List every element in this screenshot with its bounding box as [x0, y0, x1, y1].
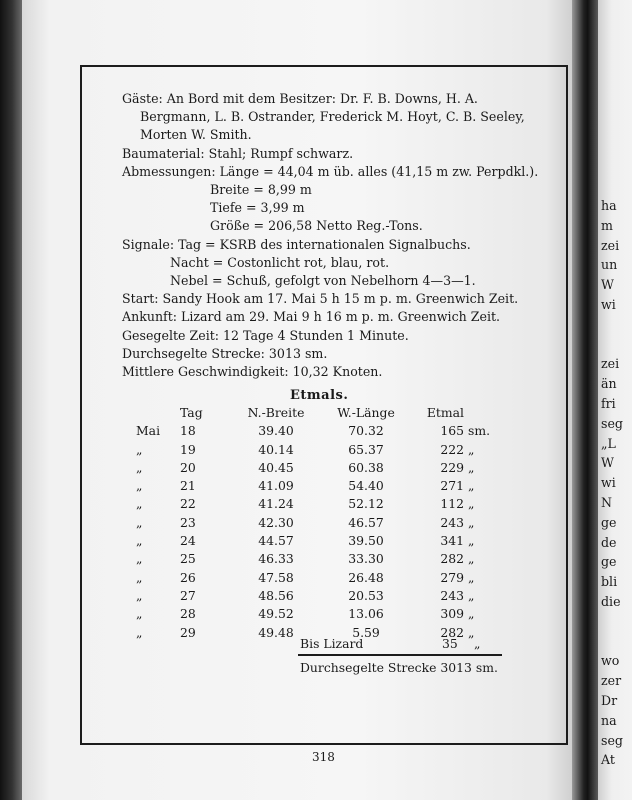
etmals-header-row	[136, 404, 498, 422]
row-day: 28	[180, 606, 196, 622]
row-etmal: 165	[440, 423, 464, 439]
row-latitude: 49.48	[258, 624, 294, 640]
sailing-time-line: Gesegelte Zeit: 12 Tage 4 Stunden 1 Minute.	[122, 327, 409, 343]
header-month	[136, 404, 174, 422]
right-page-fragment	[600, 335, 623, 355]
right-page-fragment: N	[601, 494, 613, 510]
row-longitude: 70.32	[348, 423, 384, 439]
right-page-fragment: zei	[601, 237, 620, 253]
table-row	[136, 569, 498, 587]
right-page-fragment	[600, 632, 623, 652]
header-day: Tag	[180, 405, 203, 420]
row-etmal: 309	[440, 606, 464, 622]
row-unit: „	[468, 569, 475, 585]
row-unit: „	[468, 624, 475, 640]
record-details	[122, 90, 542, 381]
right-page-fragment: wi	[601, 296, 616, 312]
right-page-fragment: un	[601, 257, 618, 273]
arrival-line: Ankunft: Lizard am 29. Mai 9 h 16 m p. m. Greenwich Zeit.	[122, 309, 501, 325]
dimensions-depth: Tiefe = 3,99 m	[210, 200, 305, 216]
page-number: 318	[312, 750, 335, 764]
right-page-fragment	[600, 612, 623, 632]
row-day: 24	[180, 533, 196, 549]
row-day: 29	[180, 624, 196, 640]
row-unit: „	[468, 478, 475, 494]
dimensions-size: Größe = 206,58 Netto Reg.-Tons.	[210, 218, 423, 234]
table-row	[136, 477, 498, 495]
right-page-fragment: ha	[601, 198, 617, 213]
right-page-fragment: wo	[601, 653, 620, 669]
right-page-fragment: m	[601, 217, 613, 233]
book-spine-left	[0, 0, 22, 800]
row-day: 26	[180, 569, 196, 585]
row-longitude: 5.59	[352, 624, 380, 640]
bis-lizard-label: Bis Lizard	[300, 636, 364, 651]
row-longitude: 65.37	[348, 441, 384, 457]
row-unit: „	[468, 441, 475, 457]
row-unit: „	[468, 587, 475, 603]
row-latitude: 44.57	[258, 533, 294, 549]
row-month: „	[136, 551, 143, 567]
etmals-table-body	[136, 422, 498, 642]
signals-night: Nacht = Costonlicht rot, blau, rot.	[170, 254, 390, 270]
row-month: Mai	[136, 423, 161, 439]
row-day: 20	[180, 459, 196, 475]
row-unit: „	[468, 514, 475, 530]
row-longitude: 33.30	[348, 551, 384, 567]
header-longitude: W.-Länge	[337, 405, 395, 420]
row-unit: sm.	[468, 423, 491, 439]
row-day: 18	[180, 423, 196, 439]
row-etmal: 271	[440, 478, 464, 494]
row-unit: „	[468, 533, 475, 549]
row-longitude: 46.57	[348, 514, 384, 530]
right-page-fragment: na	[601, 712, 617, 728]
row-month: „	[136, 459, 143, 475]
row-etmal: 282	[440, 551, 464, 567]
row-month: „	[136, 587, 143, 603]
right-page-fragment: zei	[601, 356, 620, 372]
right-page-fragment: W	[601, 277, 614, 293]
row-unit: „	[468, 606, 475, 622]
row-longitude: 26.48	[348, 569, 384, 585]
right-page-fragment: At	[601, 752, 615, 768]
total-distance: Durchsegelte Strecke 3013 sm.	[300, 660, 498, 675]
row-latitude: 48.56	[258, 587, 294, 603]
row-day: 25	[180, 551, 196, 567]
guests-line-2: Bergmann, L. B. Ostrander, Frederick M. Hoyt, C. B. Seeley,	[140, 109, 525, 125]
row-unit: „	[468, 459, 475, 475]
row-month: „	[136, 533, 143, 549]
guests-line-1: Gäste: An Bord mit dem Besitzer: Dr. F. B. Downs, H. A.	[122, 91, 478, 106]
row-latitude: 41.09	[258, 478, 294, 494]
right-page-fragment: „L	[601, 435, 616, 451]
row-latitude: 46.33	[258, 551, 294, 567]
row-latitude: 40.45	[258, 459, 294, 475]
right-page-fragment: än	[601, 376, 617, 392]
row-etmal: 243	[440, 587, 464, 603]
row-etmal: 341	[440, 533, 464, 549]
row-longitude: 60.38	[348, 459, 384, 475]
header-latitude: N.-Breite	[247, 405, 305, 420]
bis-lizard-value: 35	[442, 636, 458, 651]
right-page-fragment: bli	[601, 574, 618, 590]
etmals-title: Etmals.	[290, 388, 349, 403]
dimensions-breadth: Breite = 8,99 m	[210, 182, 312, 198]
row-month: „	[136, 606, 143, 622]
row-latitude: 41.24	[258, 496, 294, 512]
row-etmal: 279	[440, 569, 464, 585]
table-row	[136, 441, 498, 459]
table-row	[136, 605, 498, 623]
book-gutter	[572, 0, 598, 800]
table-row	[136, 532, 498, 550]
row-etmal: 222	[440, 441, 464, 457]
row-latitude: 47.58	[258, 569, 294, 585]
table-row	[136, 422, 498, 440]
bis-lizard-unit: „	[474, 636, 481, 651]
row-latitude: 42.30	[258, 514, 294, 530]
table-row	[136, 587, 498, 605]
row-month: „	[136, 478, 143, 494]
table-row	[136, 550, 498, 568]
row-day: 27	[180, 587, 196, 603]
row-day: 22	[180, 496, 196, 512]
table-row	[136, 514, 498, 532]
start-line: Start: Sandy Hook am 17. Mai 5 h 15 m p. m. Greenwich Zeit.	[122, 291, 519, 307]
signals-fog: Nebel = Schuß, gefolgt von Nebelhorn 4—3—1.	[170, 273, 476, 289]
average-speed-line: Mittlere Geschwindigkeit: 10,32 Knoten.	[122, 364, 383, 380]
row-longitude: 13.06	[348, 606, 384, 622]
header-unit	[468, 404, 498, 422]
row-etmal: 282	[440, 624, 464, 640]
row-longitude: 54.40	[348, 478, 384, 494]
header-etmal: Etmal	[426, 405, 464, 420]
row-month: „	[136, 624, 143, 640]
right-page-fragment: seg	[601, 732, 623, 748]
signals-day: Signale: Tag = KSRB des internationalen Signalbuchs.	[122, 236, 471, 252]
right-page-fragment: Dr	[601, 692, 618, 708]
row-month: „	[136, 496, 143, 512]
dimensions-length: Abmessungen: Länge = 44,04 m üb. alles (41,15 m zw. Perpdkl.).	[122, 163, 539, 179]
row-latitude: 49.52	[258, 606, 294, 622]
guests-line-3: Morten W. Smith.	[140, 127, 252, 143]
row-day: 21	[180, 478, 196, 494]
row-latitude: 39.40	[258, 423, 294, 439]
row-day: 23	[180, 514, 196, 530]
row-unit: „	[468, 496, 475, 512]
etmals-table	[136, 404, 498, 642]
right-page-fragment: W	[601, 455, 614, 471]
row-month: „	[136, 514, 143, 530]
row-longitude: 52.12	[348, 496, 384, 512]
distance-line: Durchsegelte Strecke: 3013 sm.	[122, 345, 328, 361]
right-page-text	[600, 196, 623, 770]
row-unit: „	[468, 551, 475, 567]
row-etmal: 243	[440, 514, 464, 530]
right-page-fragment: die	[601, 593, 621, 609]
right-page-fragment: de	[601, 534, 617, 550]
right-page-fragment: zer	[601, 673, 622, 689]
table-row	[136, 495, 498, 513]
right-page-fragment: seg	[601, 415, 623, 431]
row-month: „	[136, 441, 143, 457]
right-page-edge	[598, 0, 632, 800]
right-page-fragment: ge	[601, 514, 617, 530]
building-material: Baumaterial: Stahl; Rumpf schwarz.	[122, 145, 354, 161]
row-latitude: 40.14	[258, 441, 294, 457]
table-row	[136, 459, 498, 477]
right-page-fragment: ge	[601, 554, 617, 570]
sum-rule	[298, 654, 502, 656]
row-month: „	[136, 569, 143, 585]
right-page-fragment: fri	[601, 395, 616, 411]
row-etmal: 112	[440, 496, 464, 512]
row-etmal: 229	[440, 459, 464, 475]
right-page-fragment	[600, 315, 623, 335]
row-day: 19	[180, 441, 196, 457]
row-longitude: 20.53	[348, 587, 384, 603]
right-page-fragment: wi	[601, 475, 616, 491]
row-longitude: 39.50	[348, 533, 384, 549]
